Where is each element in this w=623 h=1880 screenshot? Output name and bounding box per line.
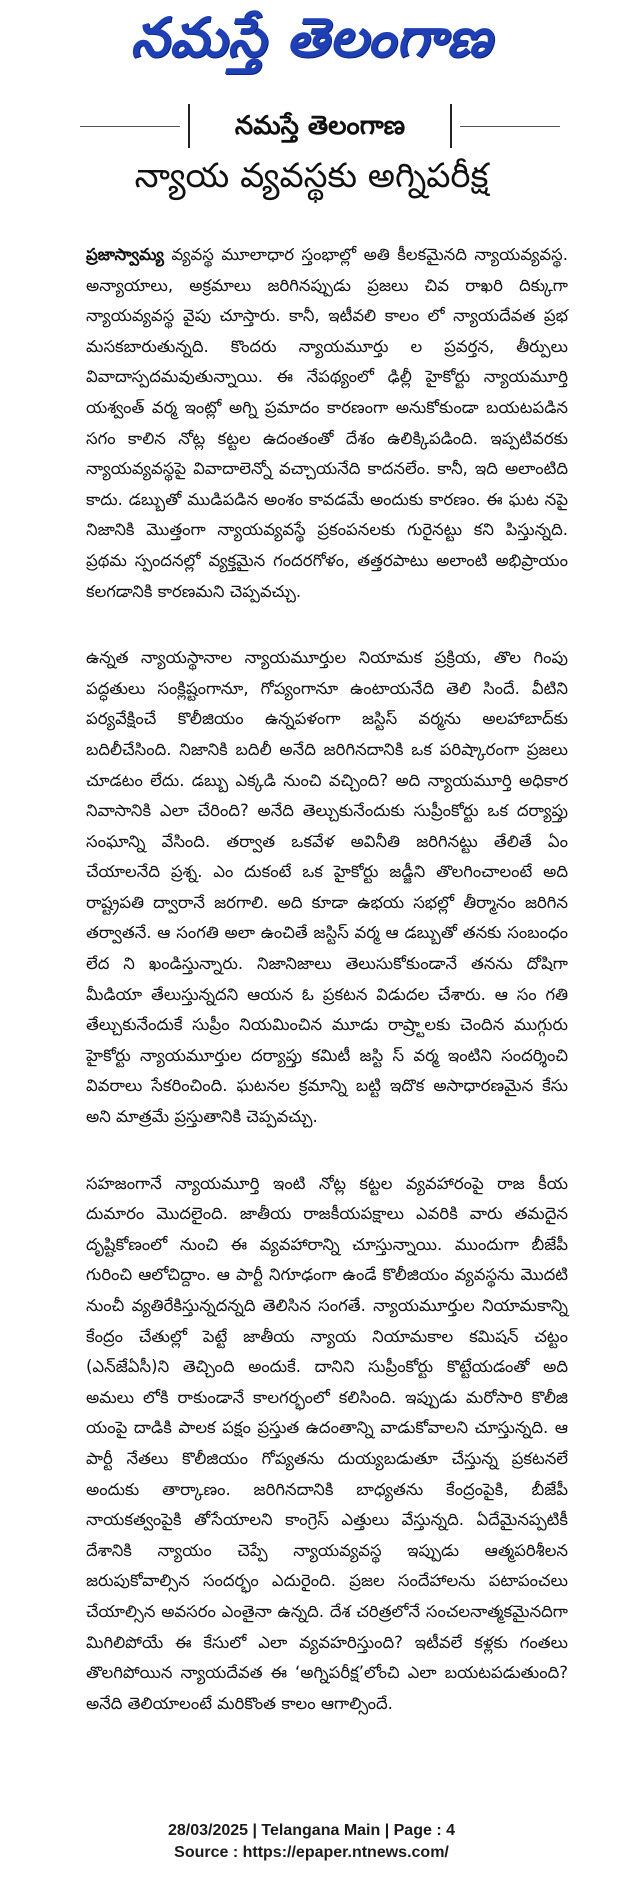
page-footer <box>0 1820 623 1864</box>
divider-bar-left <box>188 104 190 148</box>
divider-rule-right <box>460 126 560 127</box>
section-header <box>80 104 560 148</box>
divider-rule-left <box>80 126 180 127</box>
footer-source: Source : https://epaper.ntnews.com/ <box>174 1844 449 1861</box>
paragraph-text: వ్యవస్థ మూలాధార స్తంభాల్లో అతి కీలకమైనది న్యాయవ్యవస్థ. అన్యాయాలు, అక్రమాలు జరిగినప్పుడు ప్రజలు చివ రాఖరి దిక్కుగా న్యాయవ్యవస్థ వైపు చూస్తారు. కానీ, ఇటీవలి కాలం లో న్యాయదేవత ప్రభ మసకబారుతున్నది. కొందరు న్యాయమూర్తు ల ప్రవర్తన, తీర్పులు వివాదాస్పదమవుతున్నాయి. ఈ నేపథ్యంలో ఢిల్లీ హైకోర్టు న్యాయమూర్తి యశ్వంత్ వర్మ ఇంట్లో అగ్ని ప్రమాదం కారణంగా అనుకోకుండా బయటపడిన సగం కాలిన నోట్ల కట్టల ఉదంతంతో దేశం ఉలిక్కిపడింది. ఇప్పటివరకు న్యాయవ్యవస్థపై వివాదాలెన్నో వచ్చాయనేది కాదనలేం. కానీ, ఇది అలాంటిది కాదు. డబ్బుతో ముడిపడిన అంశం కావడమే అందుకు కారణం. ఈ ఘట నపై నిజానికి మొత్తంగా న్యాయవ్యవస్థే ప్రకంపనలకు గురైనట్టు కని పిస్తున్నది. ప్రథమ స్పందనల్లో వ్యక్తమైన గందరగోళం, తత్తరపాటు అలాంటి అభిప్రాయం కలగడానికి కారణమని చెప్పవచ్చు. <box>86 245 568 601</box>
article-paragraph <box>86 240 568 607</box>
masthead-logo: నమస్తే తెలంగాణ <box>130 6 493 69</box>
article-paragraph: సహజంగానే న్యాయమూర్తి ఇంటి నోట్ల కట్టల వ్యవహారంపై రాజ కీయ దుమారం మొదలైంది. జాతీయ రాజకీయపక్షాలు ఎవరికి వారు తమదైన దృష్టికోణంలో నుంచి ఈ వ్యవహారాన్ని చూస్తున్నాయి. ముందుగా బీజేపీ గురించి ఆలోచిద్దాం. ఆ పార్టీ నిగూఢంగా ఉండే కొలీజియం వ్యవస్థను మొదటి నుంచీ వ్యతిరేకిస్తున్నదన్నది తెలిసిన సంగతే. న్యాయమూర్తుల నియామకాన్ని కేంద్రం చేతుల్లో పెట్టే జాతీయ న్యాయ నియామకాల కమిషన్ చట్టం (ఎన్‌జేఏసీ)ని తెచ్చింది అందుకే. దానిని సుప్రీంకోర్టు కొట్టేయడంతో అది అమలు లోకి రాకుండానే కాలగర్భంలో కలిసింది. ఇప్పుడు మరోసారి కొలీజి యంపై దాడికి పాలక పక్షం ప్రస్తుత ఉదంతాన్ని వాడుకోవాలని చూస్తున్నది. ఆ పార్టీ నేతలు కొలీజియం గోప్యతను దుయ్యబడుతూ చేస్తున్న ప్రకటనలే అందుకు తార్కాణం. జరిగినదానికి బాధ్యతను కేంద్రంపైకి, బీజేపీ నాయకత్వంపైకి తోసేయాలని కాంగ్రెస్ ఎత్తులు వేస్తున్నది. ఏదేమైనప్పటికీ దేశానికి న్యాయం చెప్పే న్యాయవ్యవస్థ ఇప్పుడు ఆత్మపరిశీలన జరుపుకోవాల్సిన సందర్భం ఎదురైంది. ప్రజల సందేహాలను పటాపంచలు చేయాల్సిన అవసరం ఎంతైనా ఉన్నది. దేశ చరిత్రలోనే సంచలనాత్మకమైనదిగా మిగిలిపోయే ఈ కేసులో ఎలా వ్యవహరిస్తుంది? ఇటీవలే కళ్లకు గంతలు తొలగిపోయిన న్యాయదేవత ఈ ‘అగ్నిపరీక్ష’లోంచి ఎలా బయటపడుతుంది? అనేది తెలియాలంటే మరికొంత కాలం ఆగాల్సిందే. <box>86 1173 568 1713</box>
section-label: నమస్తే తెలంగాణ <box>234 111 406 141</box>
divider-bar-right <box>450 104 452 148</box>
lead-word: ప్రజాస్వామ్య <box>86 245 164 264</box>
article-paragraph: ఉన్నత న్యాయస్థానాల న్యాయమూర్తుల నియామక ప్రక్రియ, తొల గింపు పద్ధతులు సంక్లిష్టంగానూ, గోప్యంగానూ ఉంటాయనేది తెలి సిందే. వీటిని పర్యవేక్షించే కొలీజియం ఉన్నపళంగా జస్టిస్ వర్మను అలహాబాద్‌కు బదిలీచేసింది. నిజానికి బదిలీ అనేది జరిగినదానికి ఒక పరిష్కారంగా ప్రజలు చూడటం లేదు. డబ్బు ఎక్కడి నుంచి వచ్చింది? అది న్యాయమూర్తి అధికార నివాసానికి ఎలా చేరింది? అనేది తెల్చుకునేందుకు సుప్రీంకోర్టు ఒక దర్యాప్తు సంఘాన్ని వేసింది. తర్వాత ఒకవేళ అవినీతి జరిగినట్టు తేలితే ఏం చేయాలనేది ప్రశ్న. ఎం దుకంటే ఒక హైకోర్టు జడ్జీని తొలగించాలంటే అది రాష్ట్రపతి ద్వారానే జరగాలి. అది కూడా ఉభయ సభల్లో తీర్మానం జరిగిన తర్వాతనే. ఆ సంగతి అలా ఉంచితే జస్టిస్ వర్మ ఆ డబ్బుతో తనకు సంబంధం లేద ని ఖండిస్తున్నారు. నిజానిజాలు తెలుసుకోకుండానే తనను దోషిగా మీడియా తేలుస్తున్నదని ఆయన ఓ ప్రకటన విడుదల చేశారు. ఆ సం గతి తేల్చుకునేందుకే సుప్రీం నియమించిన మూడు రాష్ర్టాలకు చెందిన ముగ్గురు హైకోర్టు న్యాయమూర్తుల దర్యాప్తు కమిటీ జస్టి స్ వర్మ ఇంటిని సందర్శించి వివరాలు సేకరించింది. ఘటనల క్రమాన్ని బట్టి ఇదొక అసాధారణమైన కేసు అని మాత్రమే ప్రస్తుతానికి చెప్పవచ్చు. <box>86 648 568 1127</box>
article-headline: న్యాయ వ్యవస్థకు అగ్నిపరీక్ష <box>134 156 489 196</box>
footer-date-edition: 28/03/2025 | Telangana Main | Page : 4 <box>167 1822 455 1839</box>
article-body <box>86 240 568 1755</box>
